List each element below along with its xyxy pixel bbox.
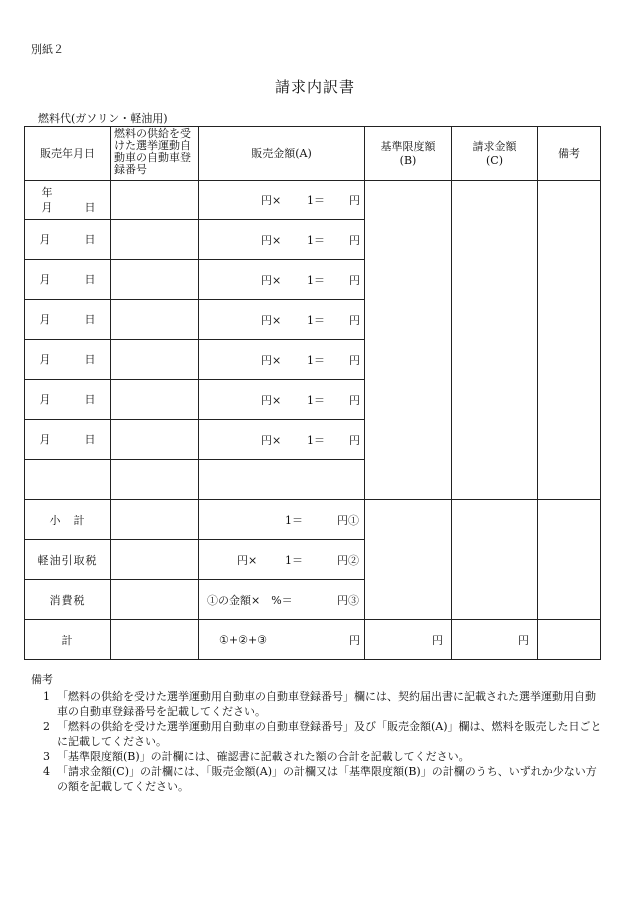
- day-label: 日: [84, 313, 96, 326]
- header-sale-date: 販売年月日: [25, 127, 111, 181]
- date-cell[interactable]: [25, 420, 111, 460]
- note-number: 1: [43, 690, 50, 703]
- yen: 円: [349, 353, 360, 367]
- date-cell[interactable]: [25, 460, 111, 500]
- document-title: 請求内訳書: [274, 78, 355, 96]
- note-number: 4: [43, 765, 50, 778]
- one-eq: 1＝: [307, 433, 325, 447]
- day-label: 日: [84, 433, 96, 446]
- note-item: [31, 749, 606, 764]
- yen: 円: [349, 313, 360, 327]
- tax-formula: ①の金額× %＝: [207, 593, 293, 607]
- month-label: 月: [41, 201, 53, 214]
- one-eq: 1＝: [307, 353, 325, 367]
- amount-cell[interactable]: [199, 300, 365, 340]
- diesel-yen: 円②: [337, 553, 359, 567]
- note-text: 「請求金額(C)」の計欄には、「販売金額(A)」の計欄又は「基準限度額(B)」の計欄のうち、いずれか少ない方の額を記載してください。: [57, 765, 597, 793]
- subtotal-one-eq: 1＝: [285, 513, 303, 527]
- yen-times: 円×: [261, 194, 282, 207]
- total-claim-yen: 円: [518, 633, 529, 647]
- date-cell[interactable]: [25, 260, 111, 300]
- month-label: 月: [39, 273, 51, 286]
- total-formula: ①+②+③: [219, 633, 268, 646]
- tax-amount-cell[interactable]: [199, 580, 365, 620]
- yen: 円: [349, 233, 360, 247]
- vehicle-reg-cell[interactable]: [111, 380, 199, 420]
- header-claim-sub: (C): [486, 153, 503, 167]
- total-yen: 円: [349, 633, 360, 647]
- note-text: 「基準限度額(B)」の計欄には、確認書に記載された額の合計を記載してください。: [57, 750, 470, 763]
- vehicle-reg-cell[interactable]: [111, 340, 199, 380]
- remarks-column[interactable]: [538, 181, 601, 500]
- vehicle-reg-cell[interactable]: [111, 500, 199, 540]
- diesel-amount-cell[interactable]: [199, 540, 365, 580]
- yen-times: 円×: [261, 353, 282, 367]
- amount-cell[interactable]: [199, 380, 365, 420]
- tax-yen: 円③: [337, 593, 359, 607]
- yen: 円: [349, 194, 360, 207]
- vehicle-reg-cell[interactable]: [111, 420, 199, 460]
- subtotal-row: [25, 500, 601, 540]
- amount-cell[interactable]: [199, 260, 365, 300]
- vehicle-reg-cell[interactable]: [111, 580, 199, 620]
- diesel-one-eq: 1＝: [285, 553, 303, 567]
- yen-times: 円×: [261, 433, 282, 447]
- header-sale-amount: 販売金額(A): [199, 127, 365, 181]
- notes-title: 備考: [31, 673, 53, 686]
- month-label: 月: [39, 433, 51, 446]
- header-claim-label: 請求金額: [472, 139, 517, 153]
- total-claim-cell[interactable]: [452, 620, 538, 660]
- month-label: 月: [39, 313, 51, 326]
- total-label: 計: [25, 620, 111, 660]
- vehicle-reg-cell[interactable]: [111, 181, 199, 220]
- limit-column-lower[interactable]: [365, 500, 452, 620]
- claim-column-lower[interactable]: [452, 500, 538, 620]
- month-label: 月: [39, 353, 51, 366]
- note-item: [31, 689, 606, 719]
- note-item: [31, 719, 606, 749]
- note-item: [31, 764, 606, 794]
- total-row: [25, 620, 601, 660]
- subtotal-yen: 円①: [337, 513, 359, 527]
- header-limit-label: 基準限度額: [380, 139, 436, 153]
- diesel-tax-label: 軽油引取税: [25, 540, 111, 580]
- page-label: 別紙２: [31, 43, 64, 56]
- notes-section: [31, 672, 606, 794]
- limit-column[interactable]: [365, 181, 452, 500]
- breakdown-table: [24, 126, 601, 660]
- day-label: 日: [84, 393, 96, 406]
- one-eq: 1＝: [307, 233, 325, 247]
- vehicle-reg-cell[interactable]: [111, 620, 199, 660]
- total-remarks-cell[interactable]: [538, 620, 601, 660]
- one-eq: 1＝: [307, 313, 325, 327]
- date-cell[interactable]: [25, 300, 111, 340]
- header-vehicle-reg: 燃料の供給を受けた選挙運動自動車の自動車登録番号: [111, 127, 199, 181]
- total-limit-cell[interactable]: [365, 620, 452, 660]
- vehicle-reg-cell[interactable]: [111, 460, 199, 500]
- date-cell[interactable]: [25, 220, 111, 260]
- one-eq: 1＝: [307, 273, 325, 287]
- amount-cell[interactable]: [199, 460, 365, 500]
- date-cell[interactable]: [25, 340, 111, 380]
- date-cell[interactable]: [25, 181, 111, 220]
- yen-times: 円×: [261, 393, 282, 407]
- note-number: 3: [43, 750, 50, 763]
- total-amount-cell[interactable]: [199, 620, 365, 660]
- subtotal-amount-cell[interactable]: [199, 500, 365, 540]
- header-claim: [452, 127, 538, 181]
- remarks-column-lower[interactable]: [538, 500, 601, 620]
- vehicle-reg-cell[interactable]: [111, 300, 199, 340]
- one-eq: 1＝: [307, 393, 325, 407]
- vehicle-reg-cell[interactable]: [111, 220, 199, 260]
- header-row: [25, 127, 601, 181]
- vehicle-reg-cell[interactable]: [111, 540, 199, 580]
- amount-cell[interactable]: [199, 181, 365, 220]
- day-label: 日: [84, 233, 96, 246]
- section-label: 燃料代(ガソリン・軽油用): [38, 112, 168, 125]
- day-label: 日: [84, 353, 96, 366]
- yen: 円: [349, 393, 360, 407]
- date-cell[interactable]: [25, 380, 111, 420]
- diesel-yen-times: 円×: [237, 553, 258, 567]
- day-label: 日: [84, 201, 96, 214]
- month-label: 月: [39, 393, 51, 406]
- note-number: 2: [43, 720, 50, 733]
- header-remarks: 備考: [538, 127, 601, 181]
- claim-column[interactable]: [452, 181, 538, 500]
- total-limit-yen: 円: [432, 633, 443, 647]
- header-limit-sub: (B): [399, 153, 417, 167]
- amount-cell[interactable]: [199, 220, 365, 260]
- vehicle-reg-cell[interactable]: [111, 260, 199, 300]
- yen: 円: [349, 273, 360, 287]
- note-text: 「燃料の供給を受けた選挙運動用自動車の自動車登録番号」欄には、契約届出書に記載された選挙運動用自動車の自動車登録番号を記載してください。: [57, 690, 596, 718]
- amount-cell[interactable]: [199, 420, 365, 460]
- yen-times: 円×: [261, 313, 282, 327]
- table-row: [25, 181, 601, 220]
- day-label: 日: [84, 273, 96, 286]
- header-limit: [365, 127, 452, 181]
- amount-cell[interactable]: [199, 340, 365, 380]
- month-label: 月: [39, 233, 51, 246]
- yen-times: 円×: [261, 273, 282, 287]
- note-text: 「燃料の供給を受けた選挙運動用自動車の自動車登録番号」及び「販売金額(A)」欄は、燃料を販売した日ごとに記載してください。: [57, 720, 602, 748]
- year-label: 年: [41, 186, 53, 199]
- yen: 円: [349, 433, 360, 447]
- consumption-tax-label: 消費税: [25, 580, 111, 620]
- subtotal-label: 小 計: [25, 500, 111, 540]
- yen-times: 円×: [261, 233, 282, 247]
- one-eq: 1＝: [307, 194, 325, 207]
